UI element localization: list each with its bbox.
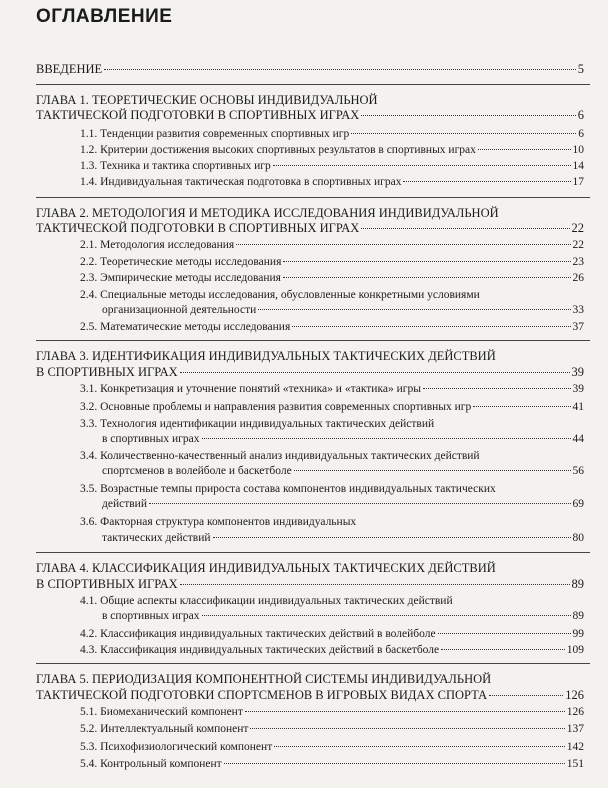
toc-label: организационной деятельности [102, 304, 257, 316]
chapter-2-title-line-1: ГЛАВА 2. МЕТОДОЛОГИЯ И МЕТОДИКА ИССЛЕДОВАНИЯ ИНДИВИДУАЛЬНОЙ [36, 206, 499, 220]
toc-label: 2.2. Теоретические методы исследования [80, 256, 282, 268]
toc-page-number: 23 [572, 256, 584, 268]
section-divider [36, 552, 590, 553]
section-divider [36, 340, 590, 341]
chapter-3-title-line-1: ГЛАВА 3. ИДЕНТИФИКАЦИЯ ИНДИВИДУАЛЬНЫХ ТАКТИЧЕСКИХ ДЕЙСТВИЙ [36, 349, 496, 363]
toc-label: 1.4. Индивидуальная тактическая подготовка в спортивных играх [80, 176, 402, 188]
toc-page-number: 137 [566, 723, 584, 735]
dot-leader [489, 695, 563, 696]
section-divider [36, 663, 590, 664]
toc-page-number: 69 [572, 498, 584, 510]
toc-entry-5-1[interactable] [80, 705, 584, 719]
toc-page-number: 99 [572, 628, 584, 640]
toc-page-number: 89 [572, 610, 584, 622]
toc-label: 5.4. Контрольный компонент [80, 758, 222, 770]
chapter-5-title-line-1: ГЛАВА 5. ПЕРИОДИЗАЦИЯ КОМПОНЕНТНОЙ СИСТЕМЫ ИНДИВИДУАЛЬНОЙ [36, 672, 492, 686]
toc-entry-5-3[interactable] [80, 740, 584, 754]
dot-leader [104, 69, 576, 70]
toc-label: 1.2. Критерии достижения высоких спортивных результатов в спортивных играх [80, 144, 476, 156]
toc-entry-2-3[interactable] [80, 271, 584, 285]
toc-label: 1.1. Тенденции развития современных спортивных игр [80, 128, 350, 140]
toc-page-number: 37 [572, 321, 584, 333]
toc-label: 3.1. Конкретизация и уточнение понятий «техника» и «тактика» игры [80, 383, 421, 395]
chapter-4-title-line-2: В СПОРТИВНЫХ ИГРАХ [36, 577, 178, 591]
toc-page-number: 89 [571, 577, 584, 591]
toc-page-number: 6 [577, 108, 584, 122]
dot-leader [250, 728, 564, 729]
toc-entry-3-5-line-1: 3.5. Возрастные темпы прироста состава компонентов индивидуальных тактических [80, 483, 496, 495]
toc-page-number: 6 [578, 128, 584, 140]
dot-leader [180, 584, 570, 585]
dot-leader [245, 711, 565, 712]
toc-label: 2.5. Математические методы исследования [80, 321, 291, 333]
toc-entry-chapter-4[interactable] [36, 577, 584, 591]
dot-leader [438, 633, 571, 634]
toc-page-number: 39 [572, 383, 584, 395]
toc-entry-2-5[interactable] [80, 320, 584, 334]
toc-entry-intro[interactable] [36, 62, 584, 76]
dot-leader [478, 149, 571, 150]
toc-entry-3-4[interactable] [102, 464, 584, 478]
toc-label: 2.3. Эмпирические методы исследования [80, 272, 281, 284]
dot-leader [213, 537, 571, 538]
toc-entry-2-2[interactable] [80, 255, 584, 269]
toc-label: 2.1. Методология исследования [80, 239, 235, 251]
chapter-4-title-line-1: ГЛАВА 4. КЛАССИФИКАЦИЯ ИНДИВИДУАЛЬНЫХ ТАКТИЧЕСКИХ ДЕЙСТВИЙ [36, 561, 496, 575]
toc-page-number: 26 [572, 272, 584, 284]
dot-leader [236, 244, 570, 245]
toc-page-number: 142 [566, 741, 584, 753]
dot-leader [294, 470, 571, 471]
toc-entry-4-1-line-1: 4.1. Общие аспекты классификации индивидуальных тактических действий [80, 595, 453, 607]
dot-leader [202, 615, 571, 616]
toc-entry-chapter-1[interactable] [36, 108, 584, 122]
toc-entry-5-2[interactable] [80, 722, 584, 736]
toc-entry-3-6-line-1: 3.6. Факторная структура компонентов индивидуальных [80, 516, 357, 528]
toc-page-number: 126 [565, 688, 584, 702]
dot-leader [441, 649, 565, 650]
toc-entry-5-4[interactable] [80, 757, 584, 771]
dot-leader [224, 763, 565, 764]
toc-entry-2-1[interactable] [80, 238, 584, 252]
dot-leader [149, 503, 571, 504]
chapter-1-title-line-2: ТАКТИЧЕСКОЙ ПОДГОТОВКИ В СПОРТИВНЫХ ИГРАХ [36, 108, 360, 122]
dot-leader [283, 277, 571, 278]
dot-leader [180, 372, 570, 373]
toc-label: 4.2. Классификация индивидуальных тактических действий в волейболе [80, 628, 436, 640]
toc-label: ВВЕДЕНИЕ [36, 62, 103, 76]
toc-label: спортсменов в волейболе и баскетболе [102, 465, 292, 477]
toc-entry-1-1[interactable] [80, 127, 584, 141]
dot-leader [283, 261, 570, 262]
toc-entry-2-4-line-1: 2.4. Специальные методы исследования, обусловленные конкретными условиями [80, 289, 480, 301]
toc-label: в спортивных играх [102, 610, 200, 622]
toc-page-number: 17 [572, 176, 584, 188]
toc-label: тактических действий [102, 532, 211, 544]
dot-leader [473, 406, 570, 407]
toc-page-number: 151 [566, 758, 584, 770]
toc-page-number: 126 [566, 706, 584, 718]
toc-page-number: 10 [572, 144, 584, 156]
toc-entry-3-2[interactable] [80, 400, 584, 414]
toc-label: 5.2. Интеллектуальный компонент [80, 723, 249, 735]
toc-page-number: 22 [572, 239, 584, 251]
toc-page-number: 5 [577, 62, 584, 76]
section-divider [36, 84, 590, 85]
toc-entry-3-6[interactable] [102, 531, 584, 545]
toc-page-number: 41 [572, 401, 584, 413]
toc-page-number: 56 [572, 465, 584, 477]
toc-label: действий [102, 498, 147, 510]
dot-leader [274, 746, 565, 747]
toc-page-number: 14 [572, 160, 584, 172]
dot-leader [351, 133, 576, 134]
chapter-5-title-line-2: ТАКТИЧЕСКОЙ ПОДГОТОВКИ СПОРТСМЕНОВ В ИГРОВЫХ ВИДАХ СПОРТА [36, 688, 488, 702]
toc-page-number: 22 [571, 221, 584, 235]
toc-entry-chapter-5[interactable] [36, 688, 584, 702]
toc-entry-3-4-line-1: 3.4. Количественно-качественный анализ индивидуальных тактических действий [80, 450, 480, 462]
dot-leader [361, 115, 575, 116]
dot-leader [292, 326, 570, 327]
chapter-1-title-line-1: ГЛАВА 1. ТЕОРЕТИЧЕСКИЕ ОСНОВЫ ИНДИВИДУАЛЬНОЙ [36, 93, 378, 107]
toc-page-number: 80 [572, 532, 584, 544]
toc-entry-4-2[interactable] [80, 627, 584, 641]
chapter-2-title-line-2: ТАКТИЧЕСКОЙ ПОДГОТОВКИ В СПОРТИВНЫХ ИГРАХ [36, 221, 360, 235]
toc-entry-3-3-line-1: 3.3. Технология идентификации индивидуальных тактических действий [80, 418, 435, 430]
toc-entry-3-3[interactable] [102, 432, 584, 446]
toc-label: 5.1. Биомеханический компонент [80, 706, 243, 718]
toc-label: в спортивных играх [102, 433, 200, 445]
toc-label: 1.3. Техника и тактика спортивных игр [80, 160, 271, 172]
toc-entry-4-1[interactable] [102, 609, 584, 623]
dot-leader [273, 165, 571, 166]
dot-leader [202, 438, 571, 439]
toc-label: 3.2. Основные проблемы и направления развития современных спортивных игр [80, 401, 472, 413]
toc-label: 4.3. Классификация индивидуальных тактических действий в баскетболе [80, 644, 440, 656]
toc-entry-1-2[interactable] [80, 143, 584, 157]
toc-entry-chapter-2[interactable] [36, 221, 584, 235]
toc-page-number: 44 [572, 433, 584, 445]
toc-entry-3-1[interactable] [80, 382, 584, 396]
toc-page-number: 33 [572, 304, 584, 316]
chapter-3-title-line-2: В СПОРТИВНЫХ ИГРАХ [36, 365, 178, 379]
toc-entry-chapter-3[interactable] [36, 365, 584, 379]
toc-entry-3-5[interactable] [102, 497, 584, 511]
toc-entry-4-3[interactable] [80, 643, 584, 657]
toc-entry-1-3[interactable] [80, 159, 584, 173]
toc-page-number: 109 [566, 644, 584, 656]
toc-page-number: 39 [571, 365, 584, 379]
section-divider [36, 197, 590, 198]
toc-entry-2-4[interactable] [102, 303, 584, 317]
page-title: ОГЛАВЛЕНИЕ [36, 6, 173, 27]
dot-leader [423, 388, 571, 389]
dot-leader [361, 228, 569, 229]
dot-leader [258, 309, 570, 310]
dot-leader [403, 181, 570, 182]
toc-entry-1-4[interactable] [80, 175, 584, 189]
toc-label: 5.3. Психофизиологический компонент [80, 741, 273, 753]
